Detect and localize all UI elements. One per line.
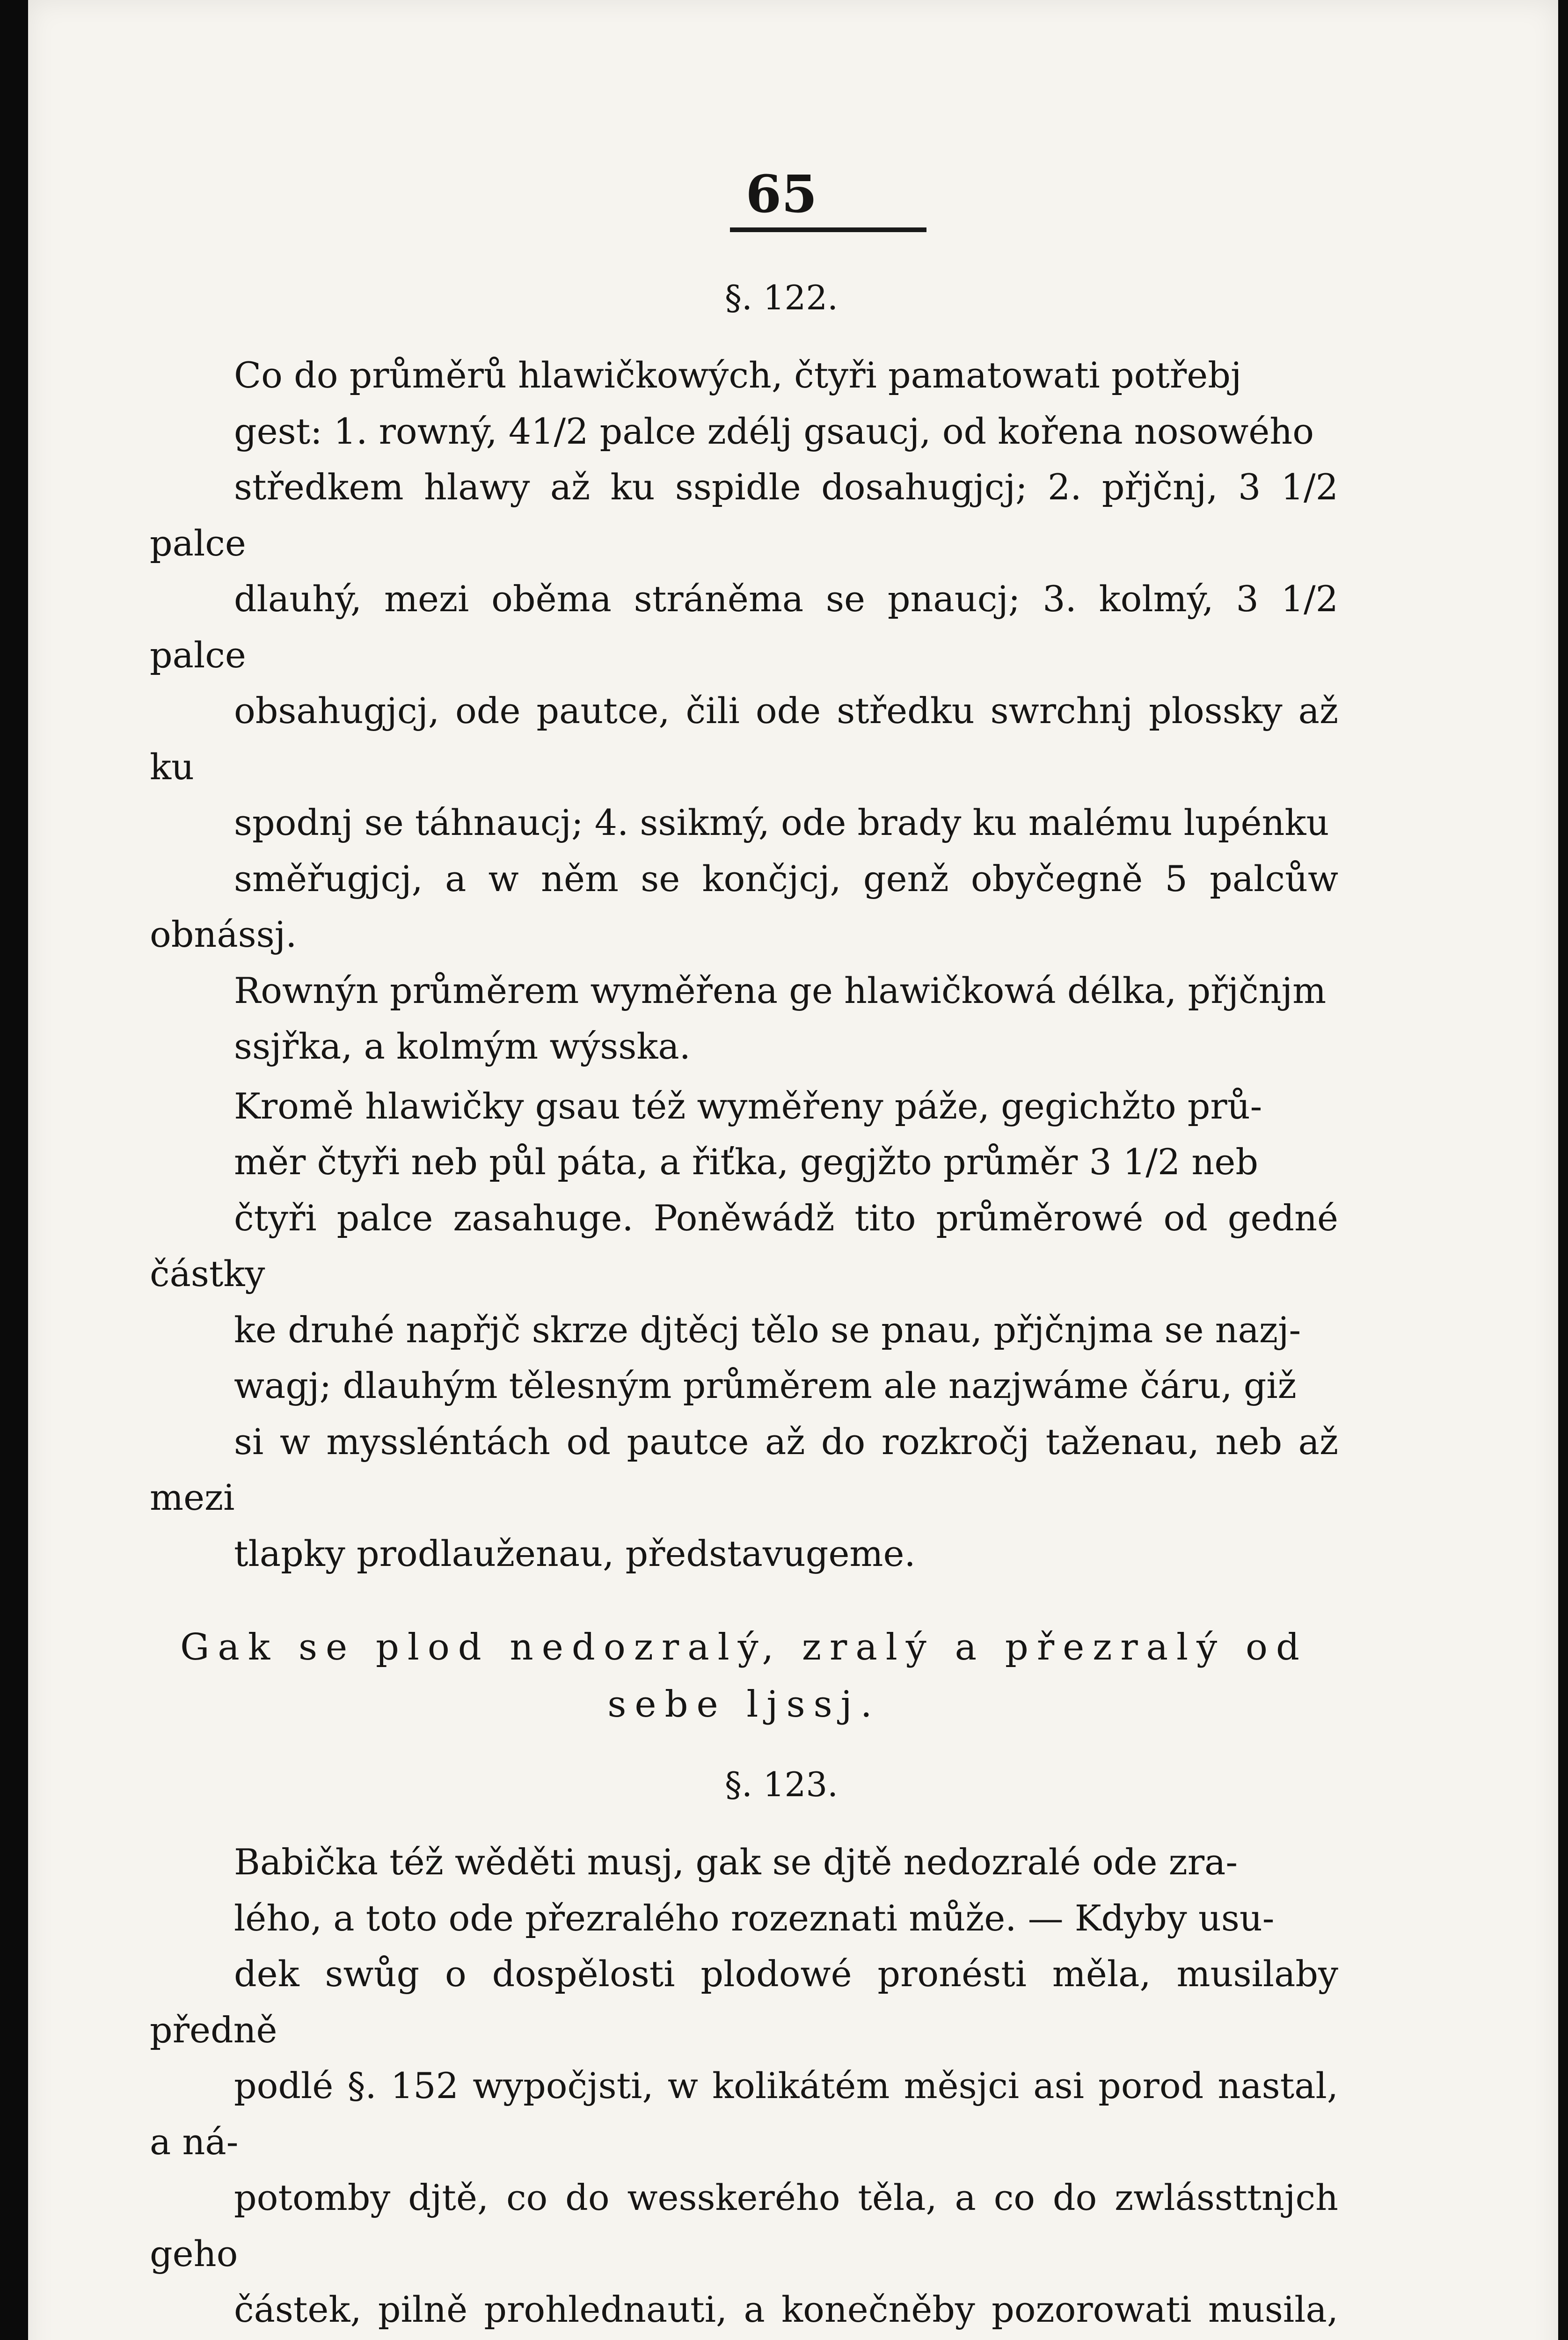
paragraph-shoulders: [150, 1078, 1338, 1582]
chapter-heading: [150, 1619, 1338, 1733]
book-page: [28, 0, 1558, 2340]
paragraph-diameters: [150, 347, 1338, 1075]
heading-line: sebe ljssj.: [607, 1683, 881, 1726]
text-line: Rownýn průměrem wyměřena ge hlawičkowá délka, přjčnjm: [234, 969, 1327, 1011]
text-line: dek swůg o dospělosti plodowé pronésti měla, musilaby předně: [150, 1953, 1338, 2051]
text-line: spodnj se táhnaucj; 4. ssikmý, ode brady ku malému lupénku: [234, 802, 1329, 843]
text-line: ke druhé napřjč skrze djtěcj tělo se pnau, přjčnjma se nazj-: [234, 1309, 1301, 1351]
text-line: Co do průměrů hlawičkowých, čtyři pamatowati potřebj: [234, 354, 1242, 396]
text-line: Babička též wěděti musj, gak se djtě nedozralé ode zra-: [234, 1841, 1238, 1883]
heading-line: Gak se plod nedozralý, zralý a přezralý od: [180, 1626, 1308, 1668]
paragraph-midwife: [150, 1834, 1338, 2340]
page-content: [150, 164, 1338, 2340]
text-line: Kromě hlawičky gsau též wyměřeny páže, gegichžto prů-: [234, 1085, 1262, 1127]
text-line: potomby djtě, co do wesskerého těla, a co do zwlássttnjch geho: [150, 2177, 1338, 2274]
section-heading-123: §. 123.: [724, 1765, 839, 1804]
scan-border-left: [0, 0, 28, 2340]
text-line: tlapky prodlauženau, představugeme.: [234, 1532, 916, 1574]
text-line: čtyři palce zasahuge. Poněwádž tito průměrowé od gedné částky: [150, 1197, 1338, 1294]
text-line: lého, a toto ode přezralého rozeznati může. — Kdyby usu-: [234, 1897, 1275, 1939]
page-number: 65: [745, 164, 817, 224]
text-line: částek, pilně prohlednauti, a konečněby pozorowati musila,: [234, 2289, 1338, 2330]
text-line: wagj; dlauhým tělesným průměrem ale nazjwáme čáru, giž: [234, 1365, 1297, 1406]
scan-border-right: [1558, 0, 1568, 2340]
header-rule: [730, 227, 926, 232]
text-line: obsahugjcj, ode pautce, čili ode středku swrchnj plossky až ku: [150, 690, 1338, 788]
text-line: ssjřka, a kolmým wýsska.: [234, 1025, 691, 1067]
section-heading-122: §. 122.: [724, 278, 839, 317]
text-line: podlé §. 152 wypočjsti, w kolikátém měsjci asi porod nastal, a ná-: [150, 2065, 1338, 2163]
text-line: směřugjcj, a w něm se končjcj, genž obyčegně 5 palcůw obnássj.: [150, 857, 1338, 955]
text-line: středkem hlawy až ku sspidle dosahugjcj; 2. přjčnj, 3 1/2 palce: [150, 466, 1338, 564]
text-line: dlauhý, mezi oběma stráněma se pnaucj; 3. kolmý, 3 1/2 palce: [150, 578, 1338, 676]
text-line: měr čtyři neb půl páta, a řiťka, gegjžto průměr 3 1/2 neb: [234, 1141, 1258, 1183]
text-line: gest: 1. rowný, 41/2 palce zdélj gsaucj, od kořena nosowého: [234, 410, 1314, 452]
text-line: si w myssléntách od pautce až do rozkročj taženau, neb až mezi: [150, 1420, 1338, 1518]
